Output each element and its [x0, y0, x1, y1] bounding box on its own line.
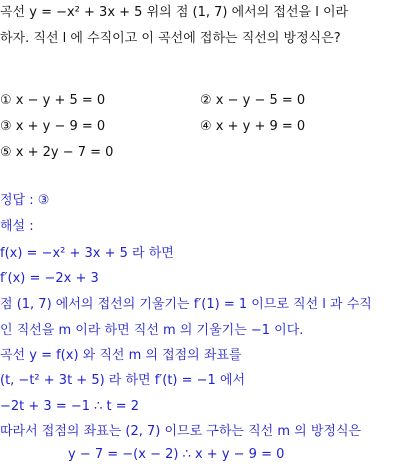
solution-line-1: f(x) = −x² + 3x + 5 라 하면 — [0, 246, 174, 261]
answer-line: 정답 : ③ — [0, 193, 50, 208]
solution-line-6: (t, −t² + 3t + 5) 라 하면 f′(t) = −1 에서 — [0, 373, 246, 388]
choice-1[interactable]: ① x − y + 5 = 0 — [0, 93, 106, 108]
choice-3[interactable]: ③ x + y − 9 = 0 — [0, 119, 106, 134]
choice-2[interactable]: ② x − y − 5 = 0 — [200, 93, 306, 108]
solution-line-3: 점 (1, 7) 에서의 접선의 기울기는 f′(1) = 1 이므로 직선 l 과 수직 — [0, 297, 372, 312]
question-line-1: 곡선 y = −x² + 3x + 5 위의 점 (1, 7) 에서의 접선을 l 이라 — [0, 5, 349, 20]
solution-line-2: f′(x) = −2x + 3 — [0, 271, 99, 286]
choice-5[interactable]: ⑤ x + 2y − 7 = 0 — [0, 145, 114, 160]
solution-line-5: 곡선 y = f(x) 와 직선 m 의 접점의 좌표를 — [0, 348, 242, 363]
choice-4[interactable]: ④ x + y + 9 = 0 — [200, 119, 306, 134]
solution-line-4: 인 직선을 m 이라 하면 직선 m 의 기울기는 −1 이다. — [0, 323, 304, 338]
solution-heading: 해설 : — [0, 219, 34, 234]
solution-line-7: −2t + 3 = −1 ∴ t = 2 — [0, 399, 140, 414]
question-line-2: 하자. 직선 l 에 수직이고 이 곡선에 접하는 직선의 방정식은? — [0, 31, 341, 46]
solution-line-8: 따라서 접점의 좌표는 (2, 7) 이므로 구하는 직선 m 의 방정식은 — [0, 424, 362, 439]
solution-line-9: y − 7 = −(x − 2) ∴ x + y − 9 = 0 — [68, 447, 285, 462]
